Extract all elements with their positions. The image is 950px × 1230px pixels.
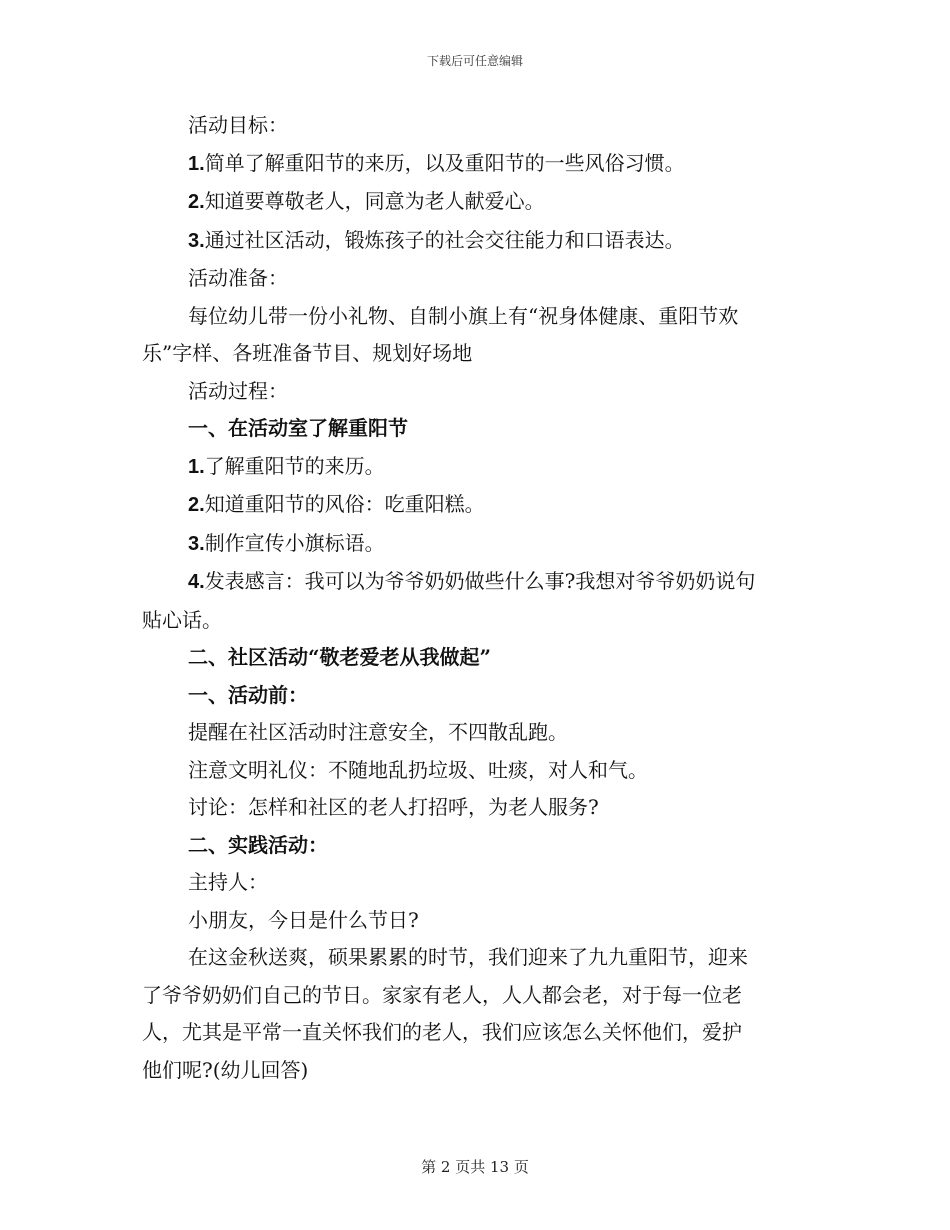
item-number: 4. — [188, 571, 205, 593]
item-number: 2. — [188, 494, 205, 516]
paragraph-line: 讨论：怎样和社区的老人打招呼，为老人服务? — [188, 795, 599, 819]
document-body — [142, 107, 810, 1089]
paragraph-line: 他们呢?(幼儿回答) — [142, 1057, 309, 1082]
host-label: 主持人： — [188, 870, 268, 894]
section-item — [142, 448, 810, 487]
page-footer: 第 2 页共 13 页 — [421, 1158, 529, 1176]
section-item — [142, 563, 810, 602]
item-text: 简单了解重阳节的来历，以及重阳节的一些风俗习惯。 — [204, 150, 685, 175]
section-item-continued: 贴心话。 — [142, 607, 222, 632]
subsection-heading: 一、活动前： — [188, 682, 308, 707]
subsection-heading: 二、实践活动： — [188, 832, 328, 857]
item-number: 1. — [188, 152, 205, 175]
paragraph-line: 注意文明礼仪：不随地乱扔垃圾、吐痰，对人和气。 — [188, 757, 648, 782]
item-text: 制作宣传小旗标语。 — [204, 530, 385, 555]
item-text: 发表感言：我可以为爷爷奶奶做些什么事?我想对爷爷奶奶说句 — [204, 569, 756, 593]
prep-text-continued: 乐”字样、各班准备节目、规划好场地 — [142, 341, 473, 365]
paragraph-line: 人，尤其是平常一直关怀我们的老人，我们应该怎么关怀他们，爱护 — [142, 1020, 742, 1044]
prep-text: 每位幼儿带一份小礼物、自制小旗上有“祝身体健康、重阳节欢 — [188, 303, 739, 328]
item-text: 了解重阳节的来历。 — [204, 453, 385, 478]
item-number: 3. — [188, 229, 205, 252]
section-item — [142, 486, 810, 525]
item-number: 1. — [188, 455, 205, 478]
paragraph-line: 了爷爷奶奶们自己的节日。家家有老人，人人都会老，对于每一位老 — [142, 982, 742, 1007]
section-item — [142, 525, 810, 564]
paragraph-line: 提醒在社区活动时注意安全，不四散乱跑。 — [188, 720, 568, 744]
item-text: 知道重阳节的风俗：吃重阳糕。 — [204, 492, 485, 516]
page-header: 下载后可任意编辑 — [426, 54, 523, 68]
process-heading: 活动过程： — [188, 378, 288, 403]
goal-item — [142, 222, 810, 261]
goal-item — [142, 145, 810, 184]
section-heading: 一、在活动室了解重阳节 — [188, 416, 408, 440]
paragraph-line: 在这金秋送爽，硕果累累的时节，我们迎来了九九重阳节，迎来 — [188, 945, 748, 969]
section-heading: 二、社区活动“敬老爱老从我做起” — [188, 645, 492, 669]
item-text: 知道要尊敬老人，同意为老人献爱心。 — [204, 189, 545, 213]
host-question: 小朋友，今日是什么节日? — [188, 907, 419, 932]
goal-item — [142, 183, 810, 222]
item-number: 3. — [188, 532, 205, 555]
goal-heading: 活动目标： — [188, 113, 288, 137]
prep-heading: 活动准备： — [188, 266, 288, 290]
item-text: 通过社区活动，锻炼孩子的社会交往能力和口语表达。 — [204, 227, 685, 252]
item-number: 2. — [188, 191, 205, 213]
